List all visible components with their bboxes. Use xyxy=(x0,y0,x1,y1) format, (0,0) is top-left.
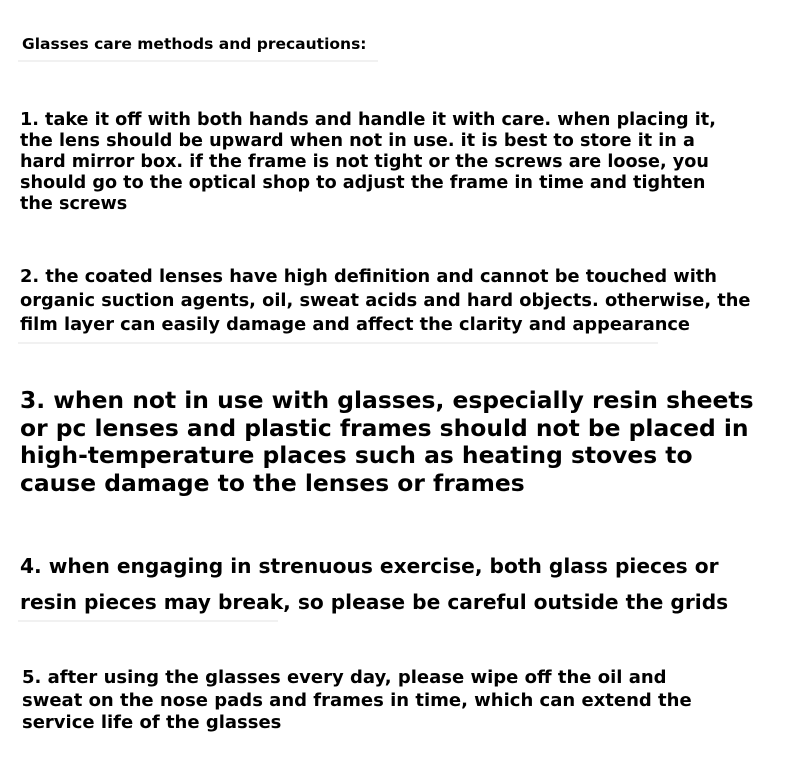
precaution-line: or pc lenses and plastic frames should not be placed in xyxy=(20,413,749,442)
scan-artifact xyxy=(18,60,378,62)
precaution-item-5 xyxy=(22,667,692,735)
precaution-item-3 xyxy=(20,387,754,497)
page-title: Glasses care methods and precautions: xyxy=(22,35,367,53)
precaution-line: organic suction agents, oil, sweat acids and hard objects. otherwise, the xyxy=(20,290,751,311)
precaution-line: cause damage to the lenses or frames xyxy=(20,468,525,497)
precaution-item-1 xyxy=(20,110,716,215)
precaution-line: film layer can easily damage and affect the clarity and appearance xyxy=(20,314,690,335)
precaution-line: high-temperature places such as heating stoves to xyxy=(20,441,693,469)
precaution-line: resin pieces may break, so please be careful outside the grids xyxy=(20,590,729,614)
precaution-line: the lens should be upward when not in use. it is best to store it in a xyxy=(20,131,695,151)
precaution-line: 2. the coated lenses have high definition and cannot be touched with xyxy=(20,266,717,287)
precaution-item-4 xyxy=(20,548,728,620)
scan-artifact xyxy=(18,620,278,622)
precaution-line: sweat on the nose pads and frames in time, which can extend the xyxy=(22,689,692,711)
precaution-line: 1. take it off with both hands and handle it with care. when placing it, xyxy=(20,110,716,130)
precaution-line: 5. after using the glasses every day, please wipe off the oil and xyxy=(22,667,667,688)
precaution-line: 3. when not in use with glasses, especially resin sheets xyxy=(20,386,754,414)
scan-artifact xyxy=(18,342,658,344)
precaution-line: the screws xyxy=(20,194,128,214)
precaution-line: service life of the glasses xyxy=(22,712,282,733)
precaution-line: should go to the optical shop to adjust the frame in time and tighten xyxy=(20,173,706,193)
precaution-item-2 xyxy=(20,265,750,337)
precaution-line: hard mirror box. if the frame is not tight or the screws are loose, you xyxy=(20,152,709,172)
precaution-line: 4. when engaging in strenuous exercise, both glass pieces or xyxy=(20,554,719,578)
